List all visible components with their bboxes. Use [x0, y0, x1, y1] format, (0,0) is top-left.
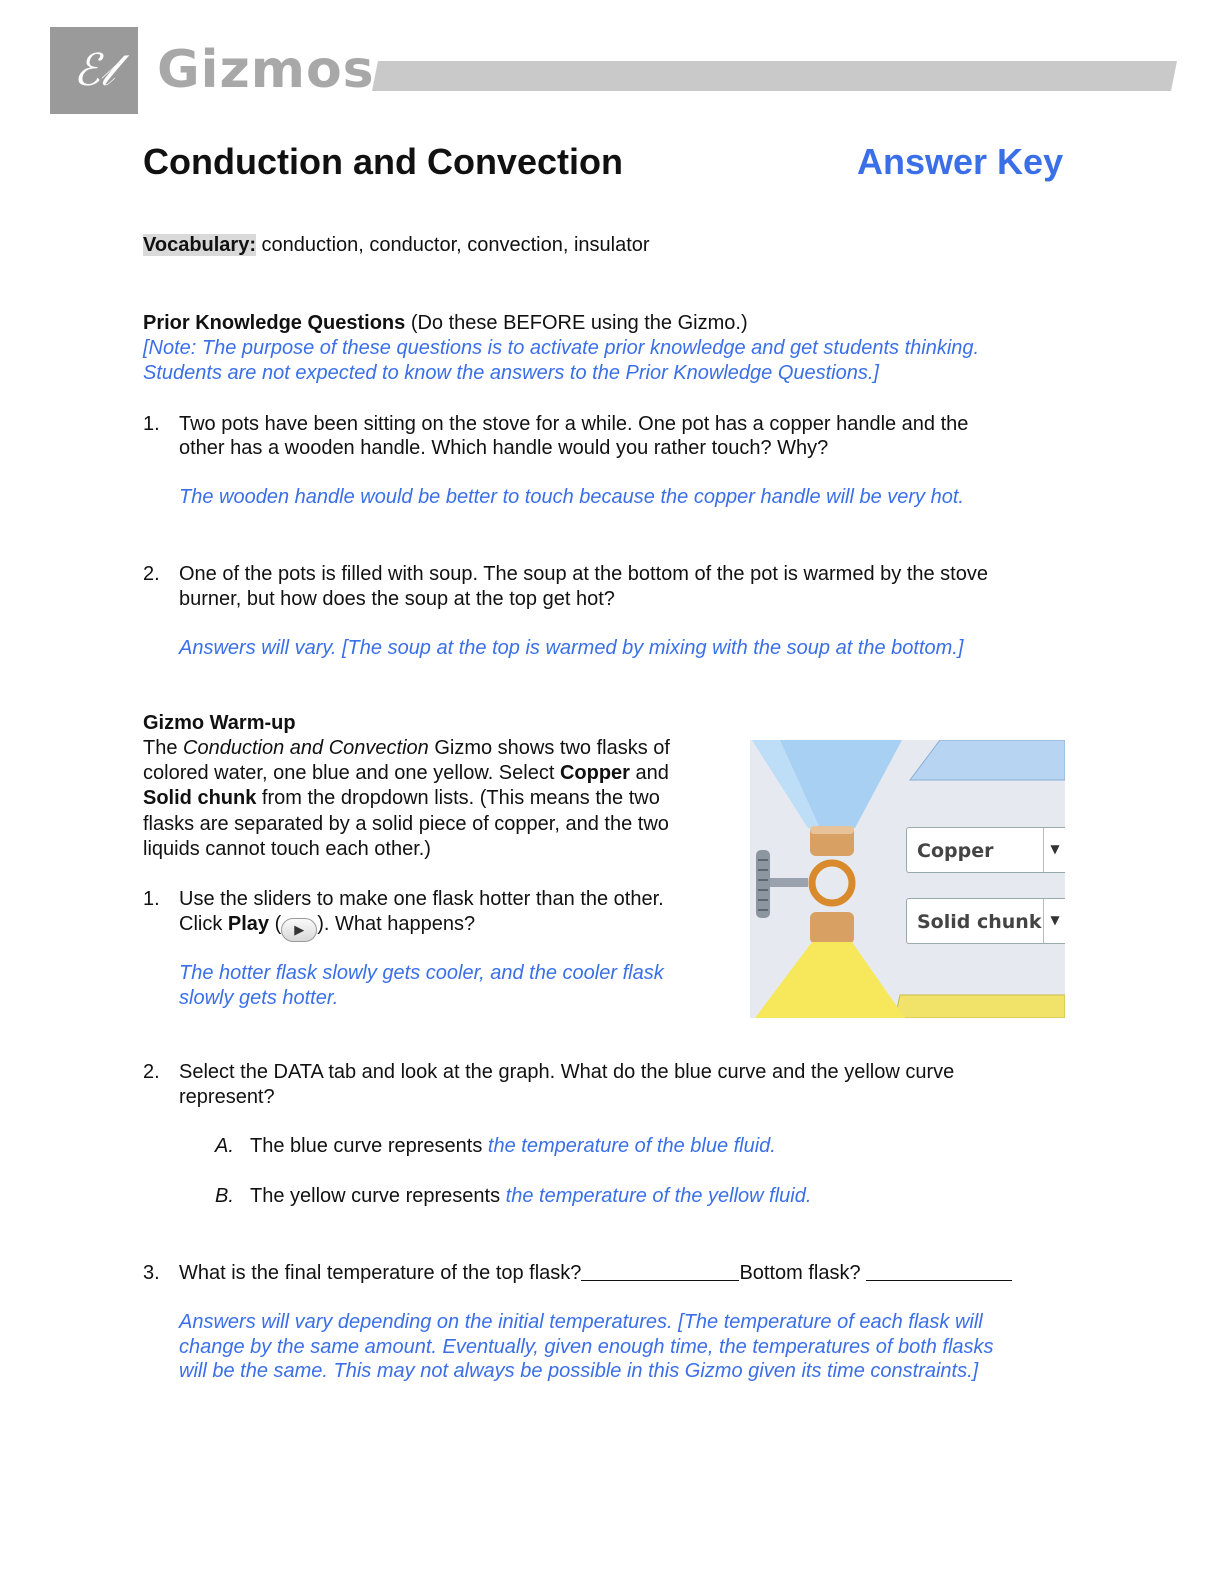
prior-knowledge-heading — [143, 311, 748, 336]
question-text: Click Play ( ▶ ). What happens? — [179, 912, 475, 942]
answer-text: The wooden handle would be better to touch because the copper handle will be very hot. — [179, 486, 964, 508]
question-number: 2. — [143, 1061, 160, 1083]
warmup-heading — [143, 711, 296, 736]
intro-line: colored water, one blue and one yellow. Select Copper and — [143, 762, 669, 784]
answer-text: the temperature of the blue fluid. — [487, 1135, 776, 1157]
question-number: 2. — [143, 563, 160, 585]
vocabulary-line — [143, 233, 650, 258]
chevron-down-icon: ▼ — [1043, 828, 1065, 872]
gizmo-screenshot — [750, 740, 1065, 1018]
intro-line: Solid chunk from the dropdown lists. (This means the two — [143, 787, 660, 809]
note-line: [Note: The purpose of these questions is to activate prior knowledge and get students thinking. — [143, 337, 980, 359]
question-text: Two pots have been sitting on the stove for a while. One pot has a copper handle and the — [179, 413, 969, 435]
section-heading: Gizmo Warm-up — [143, 712, 296, 734]
question-number: 1. — [143, 413, 160, 435]
answer-text: Answers will vary depending on the initial temperatures. [The temperature of each flask will — [179, 1311, 983, 1333]
intro-line: flasks are separated by a solid piece of copper, and the two — [143, 813, 669, 835]
flask-illustration — [750, 740, 1065, 1018]
sub-question-letter: A. — [215, 1135, 234, 1157]
answer-text: change by the same amount. Eventually, given enough time, the temperatures of both flasks — [179, 1336, 994, 1358]
answer-text: will be the same. This may not always be possible in this Gizmo given its time constraints.] — [179, 1360, 979, 1382]
brand-name: Gizmos — [157, 40, 375, 100]
connection-dropdown[interactable] — [906, 898, 1065, 944]
question-text: Select the DATA tab and look at the graph. What do the blue curve and the yellow curve — [179, 1061, 955, 1083]
page-title: Conduction and Convection — [143, 141, 623, 182]
answer-blank — [581, 1262, 739, 1281]
answer-text: slowly gets hotter. — [179, 987, 339, 1009]
dropdown-value: Copper — [917, 840, 994, 862]
note-line: Students are not expected to know the answers to the Prior Knowledge Questions.] — [143, 362, 879, 384]
sub-question: The yellow curve represents the temperature of the yellow fluid. — [250, 1185, 812, 1207]
question-text: burner, but how does the soup at the top get hot? — [179, 588, 615, 610]
question-number: 1. — [143, 888, 160, 910]
sub-question: The blue curve represents the temperature of the blue fluid. — [250, 1135, 776, 1157]
header-bar — [372, 61, 1177, 91]
section-subheading: (Do these BEFORE using the Gizmo.) — [405, 312, 748, 334]
vocabulary-terms: conduction, conductor, convection, insulator — [256, 234, 650, 256]
question-text: What is the final temperature of the top flask? Bottom flask? — [179, 1261, 1012, 1286]
question-text: One of the pots is filled with soup. The soup at the bottom of the pot is warmed by the stove — [179, 563, 988, 585]
answer-text: the temperature of the yellow fluid. — [505, 1185, 812, 1207]
answer-text: The hotter flask slowly gets cooler, and the cooler flask — [179, 962, 664, 984]
logo-icon: ℰ𝓁 — [73, 46, 115, 95]
vocabulary-label: Vocabulary: — [143, 234, 256, 256]
material-dropdown[interactable] — [906, 827, 1065, 873]
intro-line: liquids cannot touch each other.) — [143, 838, 431, 860]
chevron-down-icon: ▼ — [1043, 899, 1065, 943]
answer-blank — [866, 1262, 1012, 1281]
dropdown-value: Solid chunk — [917, 911, 1042, 933]
question-text: Use the sliders to make one flask hotter than the other. — [179, 888, 664, 910]
answer-text: Answers will vary. [The soup at the top is warmed by mixing with the soup at the bottom.] — [179, 637, 964, 659]
section-heading: Prior Knowledge Questions — [143, 312, 406, 334]
question-number: 3. — [143, 1262, 160, 1284]
play-icon: ▶ — [281, 918, 317, 942]
sub-question-letter: B. — [215, 1185, 234, 1207]
question-text: represent? — [179, 1086, 275, 1108]
answer-key-label: Answer Key — [857, 141, 1064, 182]
question-text: other has a wooden handle. Which handle would you rather touch? Why? — [179, 437, 829, 459]
intro-line: The Conduction and Convection Gizmo shows two flasks of — [143, 737, 670, 759]
